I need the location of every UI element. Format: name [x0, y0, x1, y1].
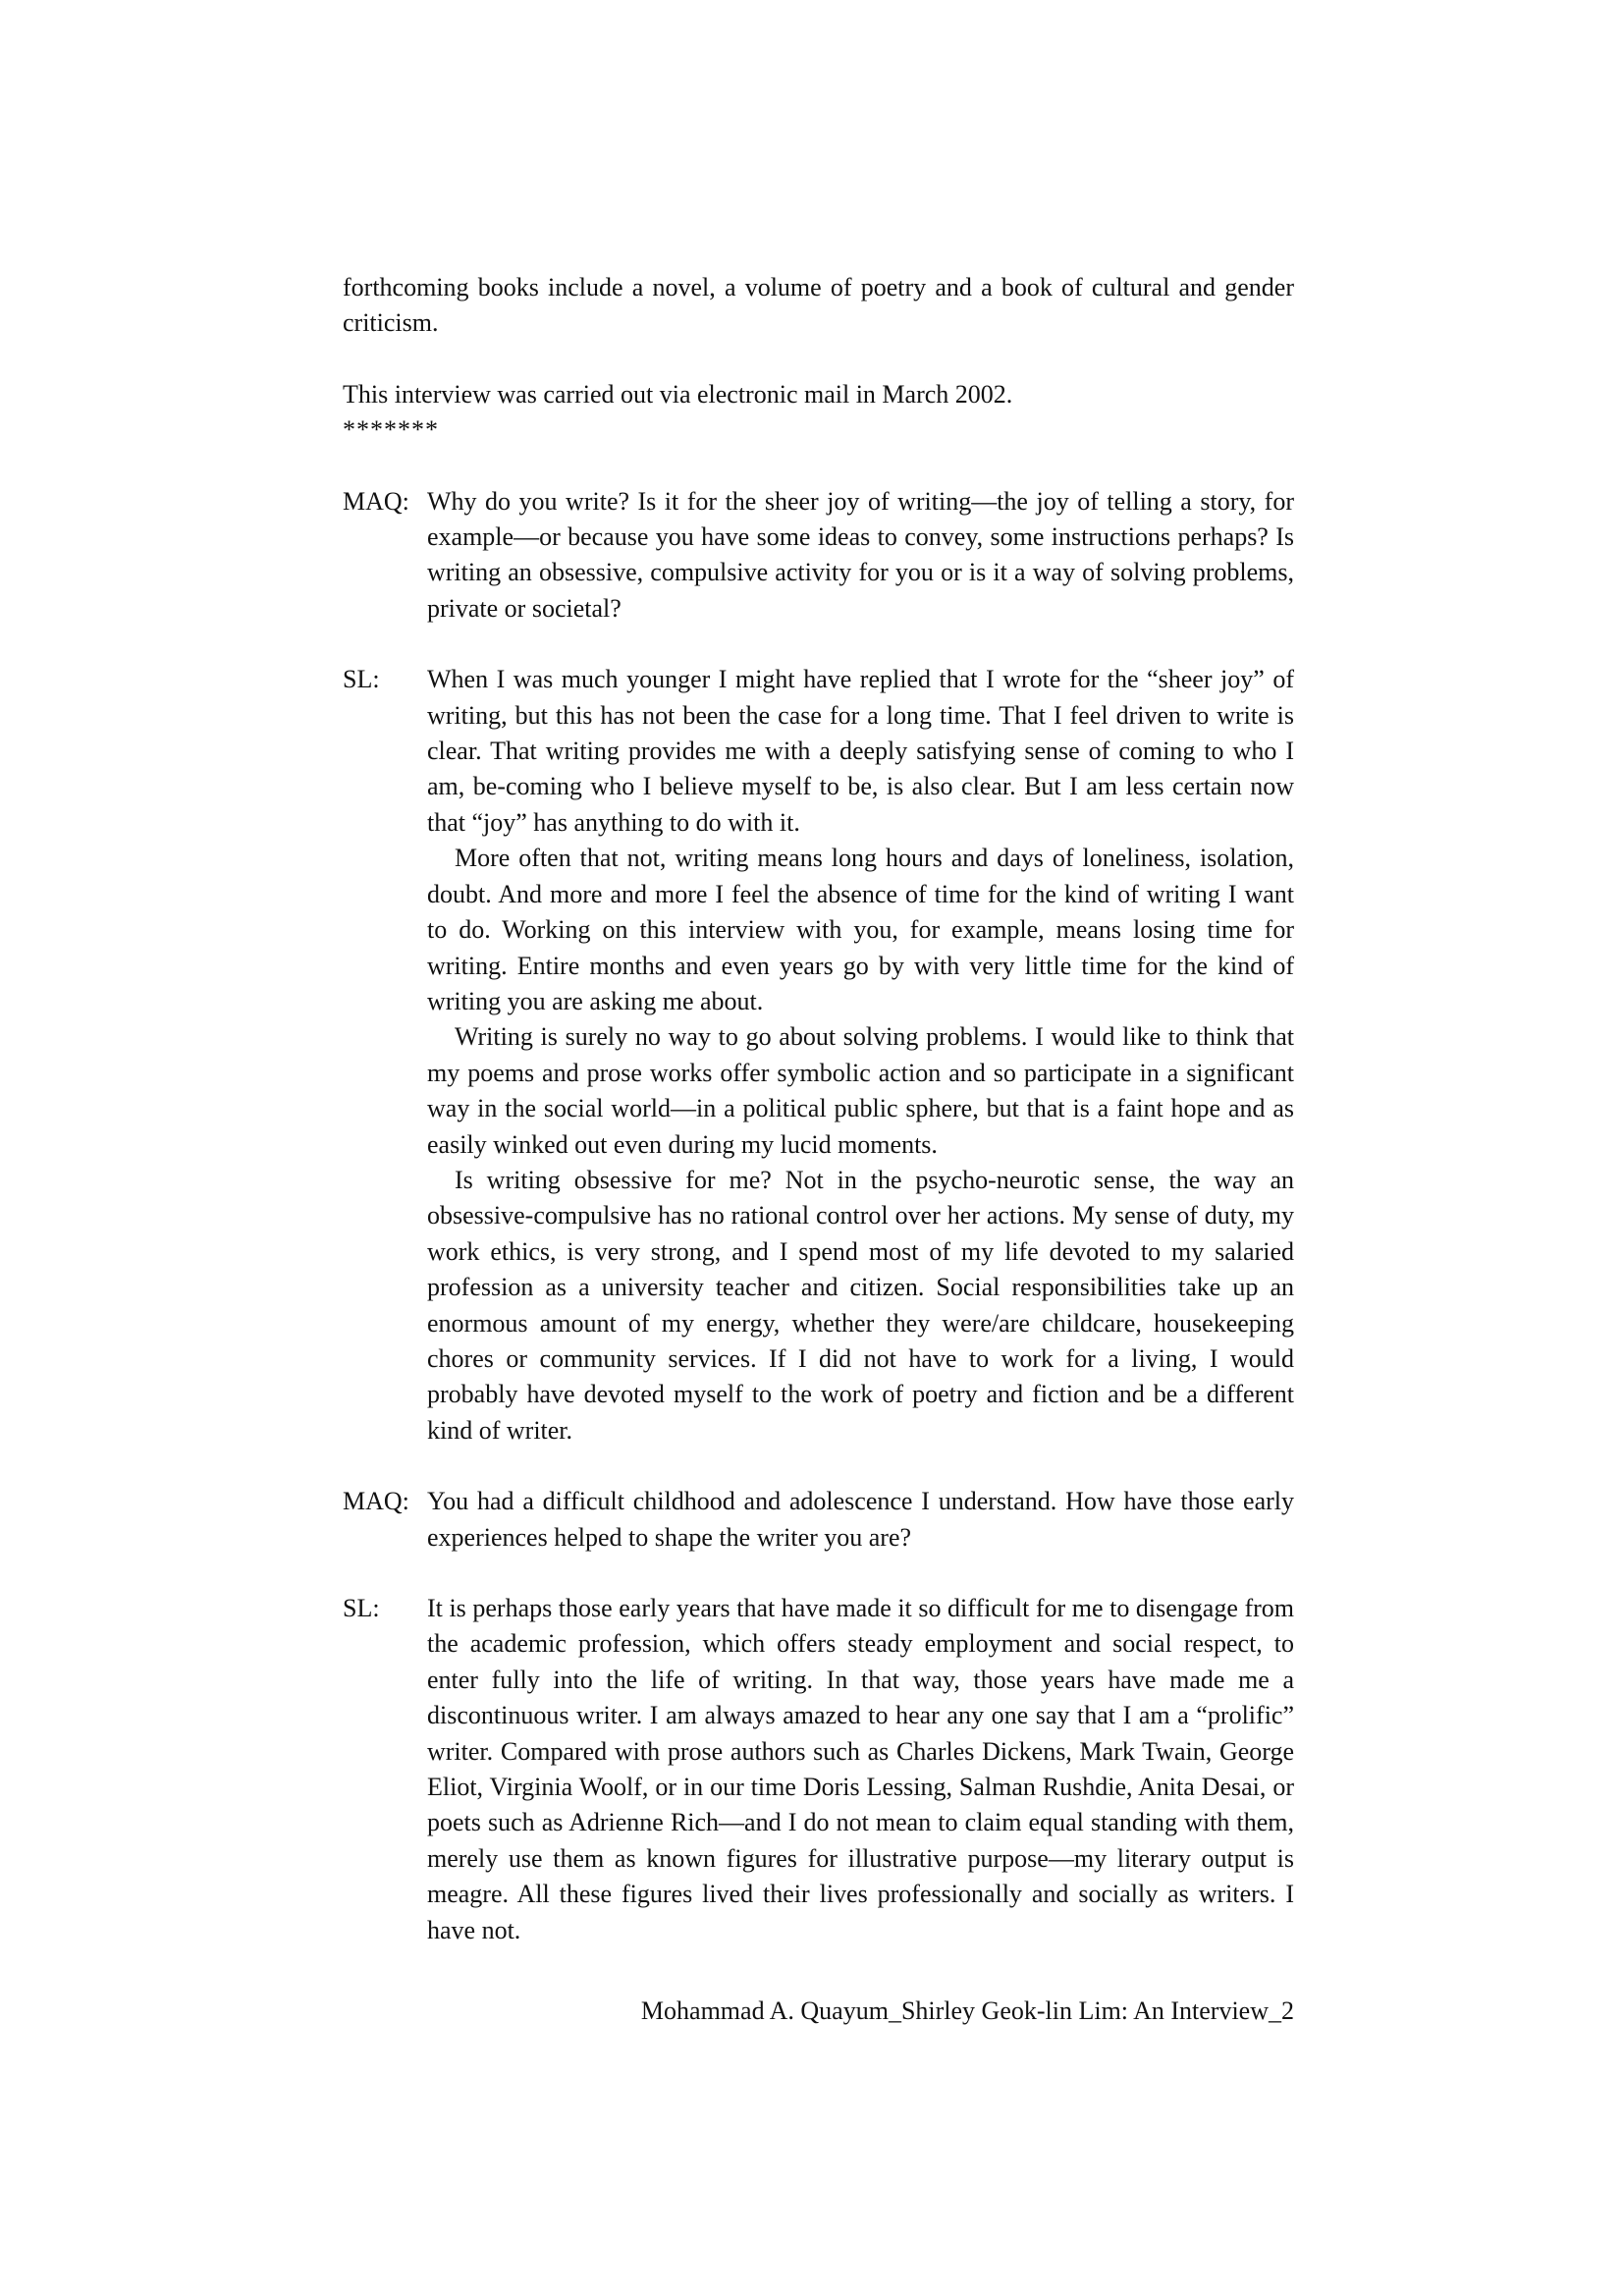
interview-note: This interview was carried out via electronic mail in March 2002. [343, 379, 1013, 409]
exchange-text [427, 1484, 1294, 1556]
exchange-text [427, 1591, 1294, 1948]
exchange-text [427, 662, 1294, 1449]
exchange-sl-1 [343, 662, 1294, 1449]
speaker-label: SL: [343, 665, 380, 694]
paragraph: Is writing obsessive for me? Not in the psycho-neurotic sense, the way an obsessive-compulsive has no rational control over her actions. My sense of duty, my work ethics, is very strong, and I spend most of my life devoted to my salaried profession as a university teacher and citizen. Social responsibilities take up an enormous amount of my energy, whether they were/are childcare, housekeeping chores or community services. If I did not have to work for a living, I would probably have devoted myself to the work of poetry and fiction and be a different kind of writer. [427, 1165, 1294, 1445]
exchange-maq-1 [343, 484, 1294, 628]
page-footer: Mohammad A. Quayum_Shirley Geok-lin Lim: An Interview_2 [640, 1996, 1294, 2025]
paragraph: Writing is surely no way to go about solving problems. I would like to think that my poems and prose works offer symbolic action and so participate in a significant way in the social world—in a political public sphere, but that is a faint hope and as easily winked out even during my lucid moments. [427, 1022, 1294, 1159]
paragraph: More often that not, writing means long hours and days of loneliness, isolation, doubt. And more and more I feel the absence of time for the kind of writing I want to do. Working on this interview with you, for example, means losing time for writing. Entire months and even years go by with very little time for the kind of writing you are asking me about. [427, 844, 1294, 1015]
page-body [343, 270, 1294, 1948]
paragraph: You had a difficult childhood and adolescence I understand. How have those early experiences helped to shape the writer you are? [427, 1487, 1294, 1552]
paragraph: Why do you write? Is it for the sheer joy of writing—the joy of telling a story, for example—or because you have some ideas to convey, some instructions perhaps? Is writing an obsessive, compulsive activity for you or is it a way of solving problems, private or societal? [427, 486, 1294, 623]
speaker-label: MAQ: [343, 1487, 409, 1516]
intro-continuation: forthcoming books include a novel, a volume of poetry and a book of cultural and gender criticism. [343, 273, 1294, 338]
exchange-text [427, 484, 1294, 628]
speaker-label: SL: [343, 1594, 380, 1622]
paragraph: When I was much younger I might have replied that I wrote for the “sheer joy” of writing, but this has not been the case for a long time. That I feel driven to write is clear. That writing provides me with a deeply satisfying sense of coming to who I am, be-coming who I believe myself to be, is also clear. But I am less certain now that “joy” has anything to do with it. [427, 665, 1294, 837]
exchange-sl-2 [343, 1591, 1294, 1948]
exchange-maq-2 [343, 1484, 1294, 1556]
speaker-label: MAQ: [343, 486, 409, 516]
paragraph: It is perhaps those early years that have made it so difficult for me to disengage from the academic profession, which offers steady employment and social respect, to enter fully into the life of writing. In that way, those years have made me a discontinuous writer. I am always amazed to hear any one say that I am a “prolific” writer. Compared with prose authors such as Charles Dickens, Mark Twain, George Eliot, Virginia Woolf, or in our time Doris Lessing, Salman Rushdie, Anita Desai, or poets such as Adrienne Rich—and I do not mean to claim equal standing with them, merely use them as known figures for illustrative purpose—my literary output is meagre. All these figures lived their lives professionally and socially as writers. I have not. [427, 1594, 1294, 1944]
section-separator: ******* [343, 415, 439, 445]
